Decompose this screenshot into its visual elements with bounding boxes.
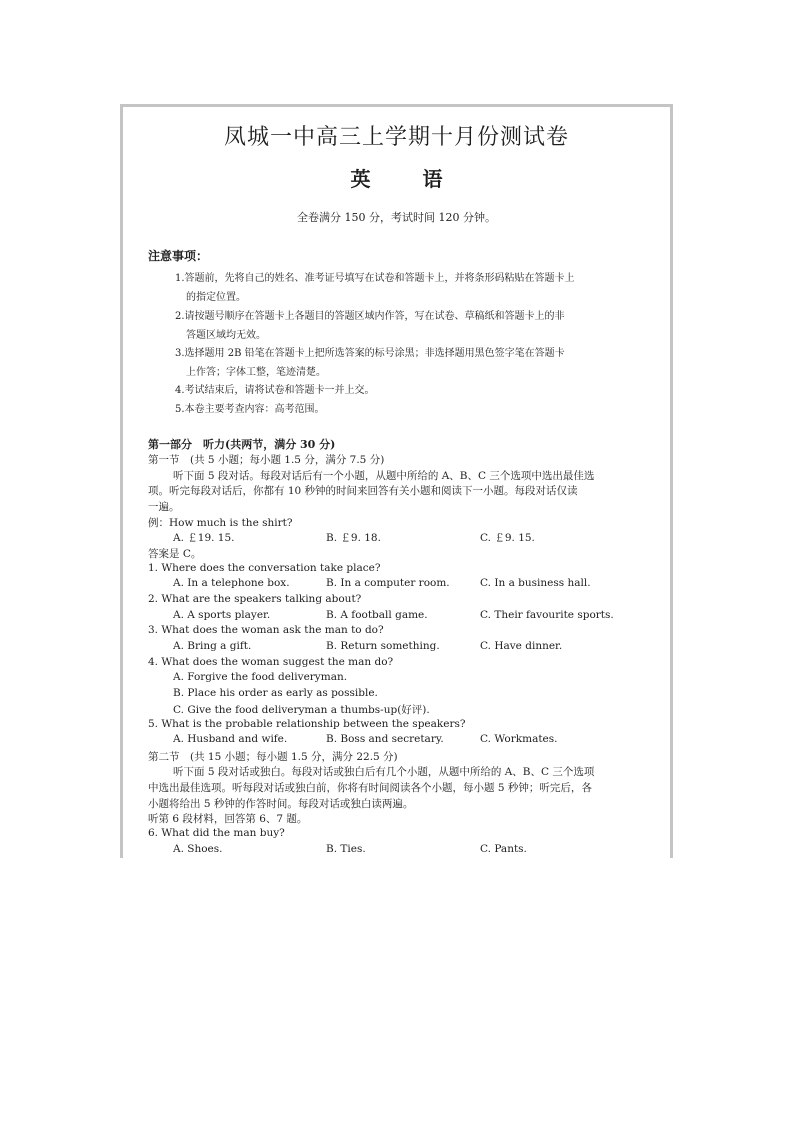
- exam-info: 全卷满分 150 分，考试时间 120 分钟。: [297, 211, 496, 224]
- exam-title: 凤城一中高三上学期十月份测试卷: [223, 125, 569, 150]
- example-option-c: C. ￡9. 15.: [480, 532, 535, 544]
- q5-option-b: B. Boss and secretary.: [326, 733, 444, 745]
- q5-option-c: C. Workmates.: [480, 733, 558, 745]
- material-6-heading: 听第 6 段材料，回答第 6、7 题。: [148, 813, 308, 825]
- question-3: 3. What does the woman ask the man to do?: [148, 624, 384, 636]
- section1-instr-1: 听下面 5 段对话。每段对话后有一个小题，从题中所给的 A、B、C 三个选项中选出最佳选: [173, 470, 595, 482]
- note-item-3: 3.选择题用 2B 铅笔在答题卡上把所选答案的标号涂黑；非选择题用黑色签字笔在答题卡: [175, 348, 565, 359]
- example-answer: 答案是 C。: [148, 548, 202, 560]
- question-2: 2. What are the speakers talking about?: [148, 593, 362, 605]
- q4-option-b: B. Place his order as early as possible.: [173, 687, 378, 699]
- section1-instr-2: 项。听完每段对话后，你都有 10 秒钟的时间来回答有关小题和阅读下一小题。每段对话仅读: [148, 485, 578, 497]
- section1-heading: 第一节 (共 5 小题；每小题 1.5 分，满分 7.5 分): [148, 454, 385, 466]
- note-item-5: 5.本卷主要考查内容：高考范围。: [175, 404, 325, 415]
- notes-heading: 注意事项：: [148, 249, 209, 263]
- exam-paper: [120, 104, 673, 858]
- q6-option-c: C. Pants.: [480, 843, 527, 855]
- question-5: 5. What is the probable relationship between the speakers?: [148, 718, 466, 730]
- question-1: 1. Where does the conversation take place?: [148, 562, 381, 574]
- note-item-1: 1.答题前，先将自己的姓名、准考证号填写在试卷和答题卡上，并将条形码粘贴在答题卡上: [175, 273, 575, 284]
- q5-option-a: A. Husband and wife.: [173, 733, 288, 745]
- example-option-a: A. ￡19. 15.: [173, 532, 235, 544]
- subject-char-1: 英: [350, 167, 371, 191]
- section2-heading: 第二节 (共 15 小题；每小题 1.5 分，满分 22.5 分): [148, 751, 398, 763]
- q1-option-a: A. In a telephone box.: [173, 577, 290, 589]
- q2-option-a: A. A sports player.: [173, 609, 271, 621]
- example-question: 例：How much is the shirt?: [148, 517, 293, 529]
- note-item-4: 4.考试结束后，请将试卷和答题卡一并上交。: [175, 385, 375, 396]
- subject-title: [123, 163, 670, 192]
- section2-instr-1: 听下面 5 段对话或独白。每段对话或独白后有几个小题，从题中所给的 A、B、C 三个选项: [173, 766, 595, 778]
- q4-option-c: C. Give the food deliveryman a thumbs-up(好评).: [173, 704, 430, 716]
- section2-instr-3: 小题将给出 5 秒钟的作答时间。每段对话或独白读两遍。: [148, 798, 414, 810]
- q6-option-a: A. Shoes.: [173, 843, 223, 855]
- q1-option-c: C. In a business hall.: [480, 577, 591, 589]
- question-6: 6. What did the man buy?: [148, 827, 285, 839]
- note-item-1-cont: 的指定位置。: [186, 292, 246, 303]
- q3-option-b: B. Return something.: [326, 640, 440, 652]
- q2-option-b: B. A football game.: [326, 609, 428, 621]
- question-4: 4. What does the woman suggest the man do?: [148, 656, 394, 668]
- q3-option-c: C. Have dinner.: [480, 640, 563, 652]
- q3-option-a: A. Bring a gift.: [173, 640, 252, 652]
- q6-option-b: B. Ties.: [326, 843, 366, 855]
- section1-instr-3: 一遍。: [148, 501, 180, 513]
- q2-option-c: C. Their favourite sports.: [480, 609, 614, 621]
- note-item-2: 2.请按题号顺序在答题卡上各题目的答题区域内作答，写在试卷、草稿纸和答题卡上的非: [175, 311, 565, 322]
- section2-instr-2: 中选出最佳选项。听每段对话或独白前，你将有时间阅读各个小题，每小题 5 秒钟；听完后，各: [148, 782, 592, 794]
- q1-option-b: B. In a computer room.: [326, 577, 450, 589]
- note-item-2-cont: 答题区域均无效。: [186, 330, 266, 341]
- q4-option-a: A. Forgive the food deliveryman.: [173, 671, 348, 683]
- part1-heading: 第一部分 听力(共两节，满分 30 分): [148, 438, 336, 451]
- note-item-3-cont: 上作答；字体工整，笔迹清楚。: [186, 367, 326, 378]
- example-option-b: B. ￡9. 18.: [326, 532, 381, 544]
- subject-char-2: 语: [422, 167, 443, 191]
